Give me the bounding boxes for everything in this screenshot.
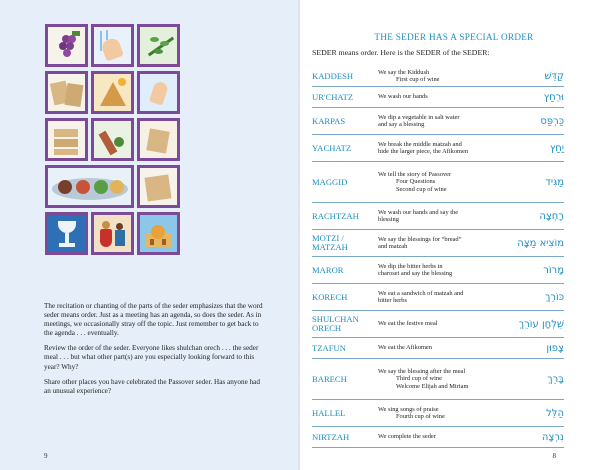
step-description: We complete the seder (378, 433, 436, 441)
step-name: BARECH (312, 373, 347, 384)
step-hebrew: יַחַץ (549, 142, 564, 154)
step-description: We dip the bitter herbs in charoset and say the blessing (378, 262, 453, 277)
seder-step-row (312, 203, 564, 230)
step-description: We eat a sandwich of matzah and bitter herbs (378, 289, 464, 304)
matzah-stack-illustration (45, 118, 88, 161)
seder-step-row (312, 311, 564, 338)
matzah-piece-illustration (137, 165, 180, 208)
kiddush-cup-illustration (45, 212, 88, 255)
pyramid-illustration (91, 71, 134, 114)
step-name: KORECH (312, 291, 348, 302)
step-hebrew: מוֹצִיא מַצָּה (517, 237, 564, 249)
step-name: TZAFUN (312, 342, 346, 353)
step-name: MAROR (312, 264, 344, 275)
step-name: RACHTZAH (312, 210, 359, 221)
step-name: NIRTZAH (312, 431, 350, 442)
seder-step-row (312, 400, 564, 427)
step-hebrew: קַדֵּשׁ (544, 70, 564, 82)
discussion-text (44, 302, 264, 402)
step-name: HALLEL (312, 407, 346, 418)
hand-illustration (137, 71, 180, 114)
step-description: We wash our hands (378, 93, 428, 101)
seder-step-row (312, 230, 564, 257)
seder-plate-illustration (45, 165, 134, 208)
step-description: We eat the festive meal (378, 320, 438, 328)
illustration-grid (45, 24, 185, 259)
seder-step-row (312, 284, 564, 311)
step-name: KADDESH (312, 70, 354, 81)
step-hebrew: הַלֵּל (546, 407, 564, 419)
step-name: UR'CHATZ (312, 91, 354, 102)
step-name: SHULCHAN ORECH (312, 314, 359, 333)
seder-step-row (312, 338, 564, 359)
page-title: THE SEDER HAS A SPECIAL ORDER (374, 32, 534, 42)
page-number-right: 8 (552, 452, 556, 460)
step-name: KARPAS (312, 115, 346, 126)
step-hebrew: צָפוּן (546, 342, 564, 354)
step-hebrew: רָחְצָה (539, 210, 564, 222)
hands-washing-illustration (91, 24, 134, 67)
herbs-illustration (137, 24, 180, 67)
step-description: We sing songs of praise Fourth cup of wine (378, 405, 445, 420)
step-hebrew: שֻׁלְחָן עוֹרֵךְ (518, 318, 564, 330)
paragraph-seder-meaning: The recitation or chanting of the parts of the seder emphasizes that the word seder means order. Just as a meeting has an agenda, so does the seder. As in meetings, we occasionally stray off the topic. Just remember to get back to the agenda . . . eventually. (44, 302, 263, 338)
step-description: We wash our hands and say the blessing (378, 208, 459, 223)
step-hebrew: וּרְחַץ (543, 91, 564, 103)
seder-step-row (312, 66, 564, 87)
step-hebrew: בָּרֵךְ (547, 373, 564, 385)
matzah-illustration (45, 71, 88, 114)
paragraph-review-order: Review the order of the seder. Everyone likes shulchan orech . . . the seder meal . . . but what other part(s) are you especially looking forward to this year? Why? (44, 344, 259, 371)
step-description: We eat the Afikomen (378, 344, 432, 352)
step-hebrew: כַּרְפַּס (540, 115, 564, 127)
page-number-left: 9 (44, 452, 48, 460)
seder-step-row (312, 359, 564, 400)
step-description: We say the Kiddush First cup of wine (378, 68, 440, 83)
shank-bone-illustration (91, 118, 134, 161)
step-name: MOTZI / MATZAH (312, 233, 348, 252)
dancers-illustration (91, 212, 134, 255)
step-description: We break the middle matzah and hide the larger piece, the Afikomen (378, 140, 469, 155)
step-hebrew: נִרְצָה (541, 431, 564, 443)
jerusalem-illustration (137, 212, 180, 255)
step-hebrew: מָרוֹר (543, 264, 564, 276)
step-description: We dip a vegetable in salt water and say a blessing (378, 113, 460, 128)
step-description: We say the blessings for “bread” and matzah (378, 235, 462, 250)
paragraph-share-places: Share other places you have celebrated the Passover seder. Has anyone had an unusual experience? (44, 377, 260, 395)
step-name: YACHATZ (312, 142, 352, 153)
broken-matzah-illustration (137, 118, 180, 161)
step-name: MAGGID (312, 176, 348, 187)
seder-step-row (312, 87, 564, 108)
seder-step-row (312, 162, 564, 203)
seder-step-row (312, 427, 564, 448)
seder-step-row (312, 257, 564, 284)
step-description: We say the blessing after the meal Third cup of wine Welcome Elijah and Miriam (378, 367, 469, 390)
grapes-illustration (45, 24, 88, 67)
seder-order-table (312, 66, 564, 448)
seder-step-row (312, 108, 564, 135)
step-hebrew: מַגִּיד (545, 176, 564, 188)
step-hebrew: כּוֹרֵךְ (544, 291, 564, 303)
step-description: We tell the story of Passover Four Questions Second cup of wine (378, 170, 452, 193)
intro-text: SEDER means order. Here is the SEDER of the SEDER: (312, 48, 490, 57)
seder-step-row (312, 135, 564, 162)
